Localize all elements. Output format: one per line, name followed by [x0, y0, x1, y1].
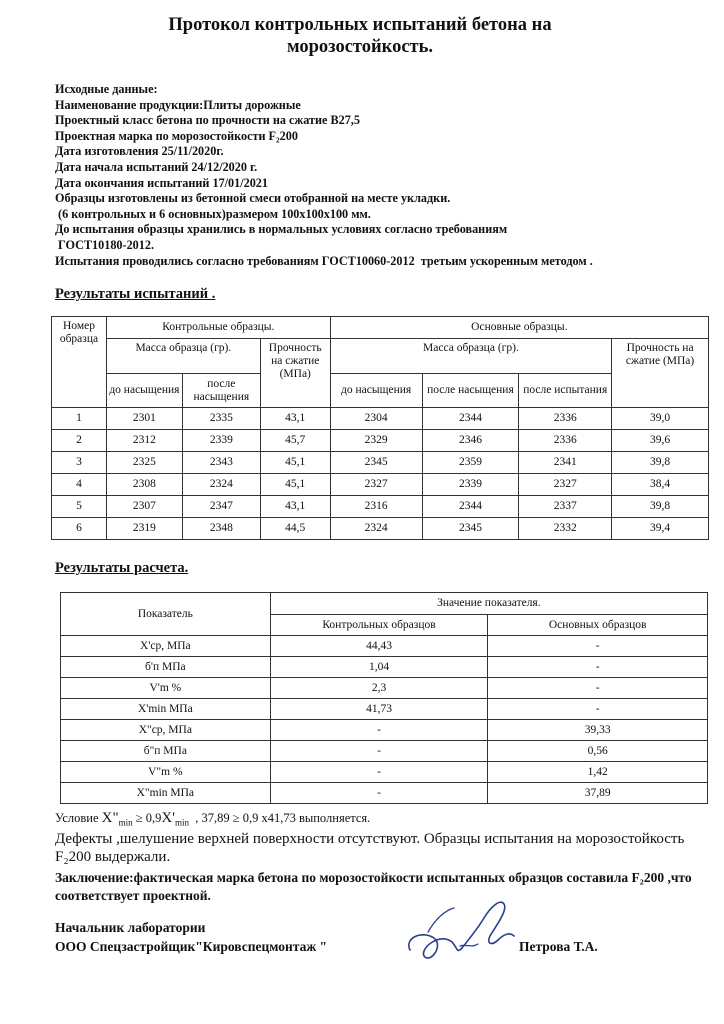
- header-control-mass: Масса образца (гр).: [106, 339, 260, 374]
- table-cell: 2346: [422, 430, 519, 452]
- handwritten-signature-icon: [400, 888, 530, 978]
- table-cell: X'ср, МПа: [61, 636, 271, 657]
- table-cell: -: [488, 699, 708, 720]
- table-cell: 39,33: [488, 720, 708, 741]
- table-cell: 43,1: [260, 496, 330, 518]
- table-cell: 39,8: [612, 452, 709, 474]
- condition-sub1: min: [118, 817, 133, 828]
- table-cell: 44,5: [260, 518, 330, 540]
- header-main-strength: Прочность на сжатие (МПа): [612, 339, 709, 408]
- table-cell: 39,4: [612, 518, 709, 540]
- table-cell: 2327: [330, 474, 422, 496]
- table-cell: 2301: [106, 408, 182, 430]
- source-line: Дата изготовления 25/11/2020г.: [55, 144, 224, 159]
- table-cell: 6: [52, 518, 107, 540]
- conclusion-text: Заключение:фактическая марка бетона по морозостойкости испытанных образцов составила F₂200 ,что соответствует проектной.: [55, 869, 692, 903]
- table-cell: 2324: [330, 518, 422, 540]
- source-line: Проектный класс бетона по прочности на сжатие В27,5: [55, 113, 360, 128]
- condition-prefix: Условие: [55, 811, 102, 825]
- source-line: Образцы изготовлены из бетонной смеси отобранной на месте укладки.: [55, 191, 451, 206]
- table-row: [61, 636, 708, 657]
- table-cell: -: [488, 678, 708, 699]
- test-results-table: [51, 316, 709, 540]
- table-cell: 44,43: [270, 636, 488, 657]
- table-cell: 2344: [422, 496, 519, 518]
- table-cell: б'п МПа: [61, 657, 271, 678]
- table-row: [61, 783, 708, 804]
- table-cell: X'min МПа: [61, 699, 271, 720]
- table-cell: 2345: [422, 518, 519, 540]
- table-row: [61, 762, 708, 783]
- table-cell: 2348: [182, 518, 260, 540]
- table-cell: 2324: [182, 474, 260, 496]
- header-main-mass: Масса образца (гр).: [330, 339, 611, 374]
- table-cell: 2327: [519, 474, 612, 496]
- table-cell: 4: [52, 474, 107, 496]
- table-cell: 2343: [182, 452, 260, 474]
- source-line: Проектная марка по морозостойкости F₂200: [55, 128, 298, 143]
- table-cell: 39,8: [612, 496, 709, 518]
- source-line: Дата окончания испытаний 17/01/2021: [55, 175, 268, 190]
- table-row: [61, 699, 708, 720]
- table-cell: V'm %: [61, 678, 271, 699]
- table-cell: 3: [52, 452, 107, 474]
- document-title: [60, 14, 660, 58]
- table-cell: 2344: [422, 408, 519, 430]
- table-row: [52, 430, 709, 452]
- results-title: Результаты испытаний .: [55, 286, 216, 302]
- source-line: Испытания проводились согласно требованиям ГОСТ10060-2012 третьим ускоренным методом .: [55, 253, 593, 268]
- table-row: [61, 741, 708, 762]
- table-cell: 2339: [422, 474, 519, 496]
- table-cell: 2307: [106, 496, 182, 518]
- header-calc-control: Контрольных образцов: [270, 615, 488, 636]
- source-line: Исходные данные:: [55, 82, 158, 96]
- table-cell: 41,73: [270, 699, 488, 720]
- defects-text: Дефекты ,шелушение верхней поверхности отсутствуют. Образцы испытания на морозостойкость F₂200 выдержали.: [55, 830, 685, 865]
- table-cell: 2319: [106, 518, 182, 540]
- signature-position: Начальник лаборатории: [55, 920, 206, 935]
- table-row: [52, 496, 709, 518]
- table-cell: 2325: [106, 452, 182, 474]
- table-cell: 38,4: [612, 474, 709, 496]
- source-line: (6 контрольных и 6 основных)размером 100х100х100 мм.: [55, 206, 371, 221]
- table-cell: -: [270, 783, 488, 804]
- header-indicator: Показатель: [61, 593, 271, 636]
- table-cell: 5: [52, 496, 107, 518]
- source-line: Наименование продукции:Плиты дорожные: [55, 97, 301, 112]
- table-cell: 2335: [182, 408, 260, 430]
- table-cell: 2337: [519, 496, 612, 518]
- table-cell: 2308: [106, 474, 182, 496]
- header-main-samples: Основные образцы.: [330, 317, 708, 339]
- condition-line: [55, 810, 715, 828]
- condition-mid: ≥ 0,9: [132, 811, 162, 825]
- table-cell: 2,3: [270, 678, 488, 699]
- table-cell: 2345: [330, 452, 422, 474]
- table-row: [61, 678, 708, 699]
- table-cell: X"min МПа: [61, 783, 271, 804]
- header-main-after-test: после испытания: [519, 374, 612, 408]
- signature-block: [55, 918, 715, 956]
- table-cell: б"п МПа: [61, 741, 271, 762]
- source-line: До испытания образцы хранились в нормальных условиях согласно требованиям: [55, 222, 508, 237]
- header-main-before: до насыщения: [330, 374, 422, 408]
- table-cell: 2: [52, 430, 107, 452]
- table-cell: 2336: [519, 408, 612, 430]
- table-cell: -: [270, 762, 488, 783]
- table-cell: 2359: [422, 452, 519, 474]
- table-cell: 2312: [106, 430, 182, 452]
- table-row: [52, 474, 709, 496]
- table-cell: 2336: [519, 430, 612, 452]
- condition-x1: X": [101, 810, 119, 826]
- table-cell: -: [270, 741, 488, 762]
- conclusion-block: [55, 810, 715, 905]
- table-cell: 43,1: [260, 408, 330, 430]
- table-cell: -: [488, 657, 708, 678]
- title-line-1: Протокол контрольных испытаний бетона на: [168, 15, 552, 35]
- header-main-after: после насыщения: [422, 374, 519, 408]
- table-cell: 1,04: [270, 657, 488, 678]
- header-calc-main: Основных образцов: [488, 615, 708, 636]
- table-cell: -: [488, 636, 708, 657]
- table-row: [61, 720, 708, 741]
- table-cell: 1: [52, 408, 107, 430]
- table-cell: 37,89: [488, 783, 708, 804]
- header-control-before: до насыщения: [106, 374, 182, 408]
- header-control-samples: Контрольные образцы.: [106, 317, 330, 339]
- table-cell: 39,6: [612, 430, 709, 452]
- source-line: ГОСТ10180-2012.: [55, 237, 155, 252]
- header-sample-number: Номер образца: [52, 317, 107, 408]
- table-cell: 2329: [330, 430, 422, 452]
- table-cell: -: [270, 720, 488, 741]
- table-cell: V"m %: [61, 762, 271, 783]
- table-row: [52, 408, 709, 430]
- table-cell: 45,1: [260, 452, 330, 474]
- source-data: [55, 82, 715, 269]
- signature-organization: ООО Спецзастройщик"Кировспецмонтаж ": [55, 939, 328, 954]
- table-row: [61, 657, 708, 678]
- source-line: Дата начала испытаний 24/12/2020 г.: [55, 159, 258, 174]
- table-cell: 45,1: [260, 474, 330, 496]
- table-cell: 2339: [182, 430, 260, 452]
- table-cell: X"ср, МПа: [61, 720, 271, 741]
- condition-x2: X': [161, 810, 175, 826]
- table-cell: 2304: [330, 408, 422, 430]
- table-cell: 1,42: [488, 762, 708, 783]
- table-row: [52, 518, 709, 540]
- table-cell: 39,0: [612, 408, 709, 430]
- calc-title: Результаты расчета.: [55, 560, 189, 576]
- table-cell: 45,7: [260, 430, 330, 452]
- table-cell: 2332: [519, 518, 612, 540]
- table-cell: 0,56: [488, 741, 708, 762]
- condition-rest: , 37,89 ≥ 0,9 х41,73 выполняется.: [188, 811, 371, 825]
- table-row: [52, 452, 709, 474]
- header-indicator-value: Значение показателя.: [270, 593, 707, 615]
- table-cell: 2316: [330, 496, 422, 518]
- signatory-name: Петрова Т.А.: [519, 939, 598, 954]
- condition-sub2: min: [174, 817, 189, 828]
- header-control-strength: Прочность на сжатие (МПа): [260, 339, 330, 408]
- table-cell: 2341: [519, 452, 612, 474]
- title-line-2: морозостойкость.: [286, 37, 434, 57]
- calc-results-table: [60, 592, 708, 804]
- header-control-after: после насыщения: [182, 374, 260, 408]
- table-cell: 2347: [182, 496, 260, 518]
